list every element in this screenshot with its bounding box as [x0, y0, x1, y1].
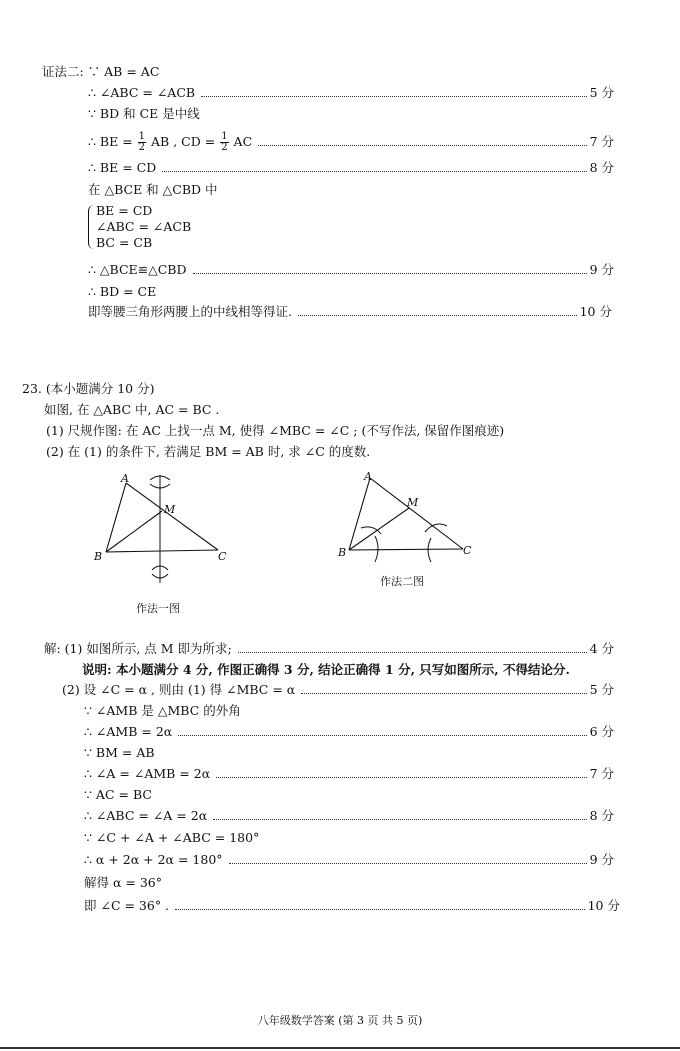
figure-1-caption: 作法一图 — [136, 602, 180, 615]
segment-bm — [106, 511, 162, 552]
frac-den: 2 — [138, 142, 146, 153]
method2-line9 — [88, 304, 612, 320]
method2-line5-text: ∴ BE = CD — [88, 160, 157, 175]
method2-line6: 在 △BCE 和 △CBD 中 — [88, 182, 218, 197]
line4-post: AC — [233, 134, 253, 149]
method2-line4 — [88, 132, 614, 153]
score-label: 10 分 — [579, 304, 612, 319]
method2-line2 — [88, 85, 614, 101]
label-c: C — [463, 544, 472, 557]
score-label: 5 分 — [589, 682, 614, 697]
bottom-rule — [0, 1047, 680, 1049]
score-label: 9 分 — [589, 852, 614, 867]
leader-dots — [193, 273, 587, 274]
side-ab — [349, 478, 370, 550]
scoring-note: 说明: 本小题满分 4 分, 作图正确得 3 分, 结论正确得 1 分, 只写如图所示, 不得结论分. — [82, 662, 570, 677]
side-bc — [349, 549, 463, 550]
method2-line7-text: ∴ △BCE≌△CBD — [88, 262, 187, 277]
solution-line10-text: ∴ α + 2α + 2α = 180° — [84, 852, 223, 867]
frac-num: 1 — [221, 131, 228, 142]
solution-line9: ∵ ∠C + ∠A + ∠ABC = 180° — [84, 830, 260, 845]
method2-line7 — [88, 262, 614, 278]
method2-line2-text: ∴ ∠ABC = ∠ACB — [88, 85, 196, 100]
label-b: B — [338, 546, 347, 559]
leader-dots — [258, 145, 586, 146]
side-ac — [126, 483, 218, 550]
label-a: A — [121, 472, 129, 485]
score-label: 4 分 — [589, 641, 614, 656]
method2-line5 — [88, 160, 614, 176]
solution-line5: ∵ BM = AB — [84, 745, 155, 760]
solution-line12-text: 即 ∠C = 36° . — [84, 898, 170, 913]
solution-line4 — [84, 724, 614, 740]
frac-num: 1 — [138, 131, 146, 142]
solution-line3: ∵ ∠AMB 是 △MBC 的外角 — [84, 703, 241, 718]
line4-pre: ∴ BE = — [88, 134, 133, 149]
segment-bm — [349, 508, 409, 550]
system-line: ∠ABC = ∠ACB — [96, 219, 192, 234]
left-brace — [88, 205, 94, 249]
label-b: B — [94, 550, 103, 563]
system-line: BC = CB — [96, 235, 153, 250]
score-label: 8 分 — [589, 160, 614, 175]
arc-mark-b2 — [375, 536, 378, 562]
side-bc — [106, 550, 218, 552]
arc-mark-b1 — [361, 527, 381, 534]
solution-line6 — [84, 766, 614, 782]
solution-line2 — [62, 682, 614, 698]
score-label: 6 分 — [589, 724, 614, 739]
line4-mid: AB , CD = — [151, 134, 216, 149]
solution-line1-text: 解: (1) 如图所示, 点 M 即为所求; — [44, 641, 232, 656]
score-label: 7 分 — [589, 766, 614, 781]
solution-line8 — [84, 808, 614, 824]
leader-dots — [175, 909, 585, 910]
leader-dots — [216, 777, 586, 778]
solution-line1 — [44, 641, 614, 657]
score-label: 8 分 — [589, 808, 614, 823]
solution-line2-text: (2) 设 ∠C = α , 则由 (1) 得 ∠MBC = α — [62, 682, 296, 697]
q23-intro: 如图, 在 △ABC 中, AC = BC . — [44, 402, 220, 417]
side-ab — [106, 483, 126, 552]
fraction-half-2 — [220, 132, 228, 153]
q23-part1: (1) 尺规作图: 在 AC 上找一点 M, 使得 ∠MBC = ∠C ; (不写作法, 保留作图痕迹) — [46, 423, 505, 438]
method2-line3: ∵ BD 和 CE 是中线 — [88, 106, 200, 121]
solution-line4-text: ∴ ∠AMB = 2α — [84, 724, 173, 739]
solution-line10 — [84, 852, 614, 868]
score-label: 7 分 — [589, 134, 614, 149]
figure-1 — [88, 470, 248, 590]
score-label: 10 分 — [587, 898, 620, 913]
label-m: M — [164, 503, 176, 516]
frac-den: 2 — [221, 142, 228, 153]
method2-line1: 证法二: ∵ AB = AC — [42, 64, 160, 79]
page-footer: 八年级数学答案 (第 3 页 共 5 页) — [257, 1014, 423, 1027]
method2-line4-text — [88, 132, 252, 153]
figure-2 — [335, 468, 485, 568]
leader-dots — [213, 819, 586, 820]
arc-mark-c2 — [428, 538, 431, 562]
solution-line8-text: ∴ ∠ABC = ∠A = 2α — [84, 808, 208, 823]
score-label: 9 分 — [589, 262, 614, 277]
q23-part2: (2) 在 (1) 的条件下, 若满足 BM = AB 时, 求 ∠C 的度数. — [46, 444, 371, 459]
label-m: M — [407, 496, 419, 509]
figure-2-caption: 作法二图 — [380, 575, 424, 588]
score-label: 5 分 — [589, 85, 614, 100]
method2-line8: ∴ BD = CE — [88, 284, 157, 299]
leader-dots — [162, 171, 586, 172]
q23-header: 23. (本小题满分 10 分) — [22, 381, 155, 396]
equation-system — [88, 203, 191, 251]
leader-dots — [178, 735, 586, 736]
method2-line9-text: 即等腰三角形两腰上的中线相等得证. — [88, 304, 292, 319]
leader-dots — [238, 652, 587, 653]
fraction-half-1 — [138, 132, 146, 153]
label-a: A — [364, 470, 372, 483]
solution-line7: ∵ AC = BC — [84, 787, 152, 802]
leader-dots — [229, 863, 587, 864]
solution-line6-text: ∴ ∠A = ∠AMB = 2α — [84, 766, 211, 781]
solution-line12 — [84, 898, 620, 914]
leader-dots — [201, 96, 586, 97]
leader-dots — [298, 315, 577, 316]
side-ac — [370, 478, 463, 549]
system-line: BE = CD — [96, 203, 153, 218]
solution-line11: 解得 α = 36° — [84, 875, 162, 890]
leader-dots — [301, 693, 586, 694]
label-c: C — [218, 550, 227, 563]
